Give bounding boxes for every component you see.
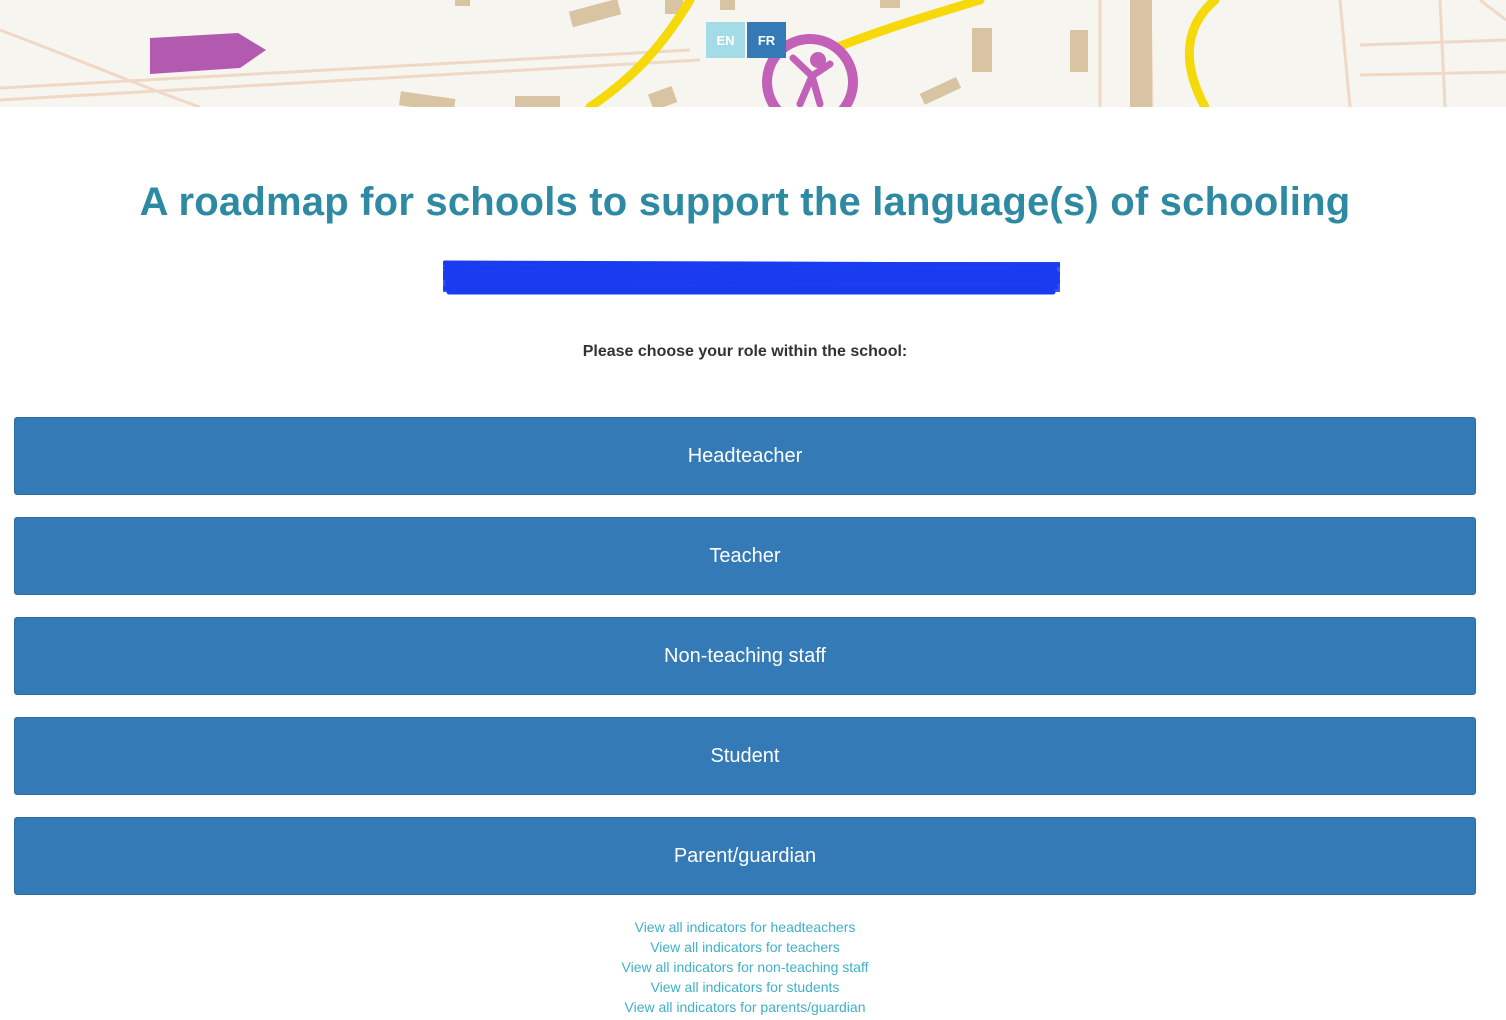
indicator-links [0,917,1490,1017]
page-title: A roadmap for schools to support the language(s) of schooling [139,180,1351,224]
map-banner [0,0,1506,107]
role-parent-guardian-button[interactable]: Parent/guardian [14,817,1476,895]
role-non-teaching-staff-button[interactable]: Non-teaching staff [14,617,1476,695]
link-student-indicators[interactable]: View all indicators for students [650,979,840,995]
role-teacher-button[interactable]: Teacher [14,517,1476,595]
link-non-teaching-staff-indicators[interactable]: View all indicators for non-teaching staff [621,959,869,975]
link-teacher-indicators[interactable]: View all indicators for teachers [650,939,840,955]
link-parent-guardian-indicators[interactable]: View all indicators for parents/guardian [624,999,866,1015]
language-fr-button[interactable]: FR [747,22,786,58]
role-list [14,417,1476,917]
role-prompt: Please choose your role within the school: [582,343,908,360]
language-en-button[interactable]: EN [706,22,745,58]
role-headteacher-button[interactable]: Headteacher [14,417,1476,495]
link-headteacher-indicators[interactable]: View all indicators for headteachers [634,919,856,935]
language-switcher [706,22,786,58]
redacted-subtitle [443,257,1060,297]
role-student-button[interactable]: Student [14,717,1476,795]
